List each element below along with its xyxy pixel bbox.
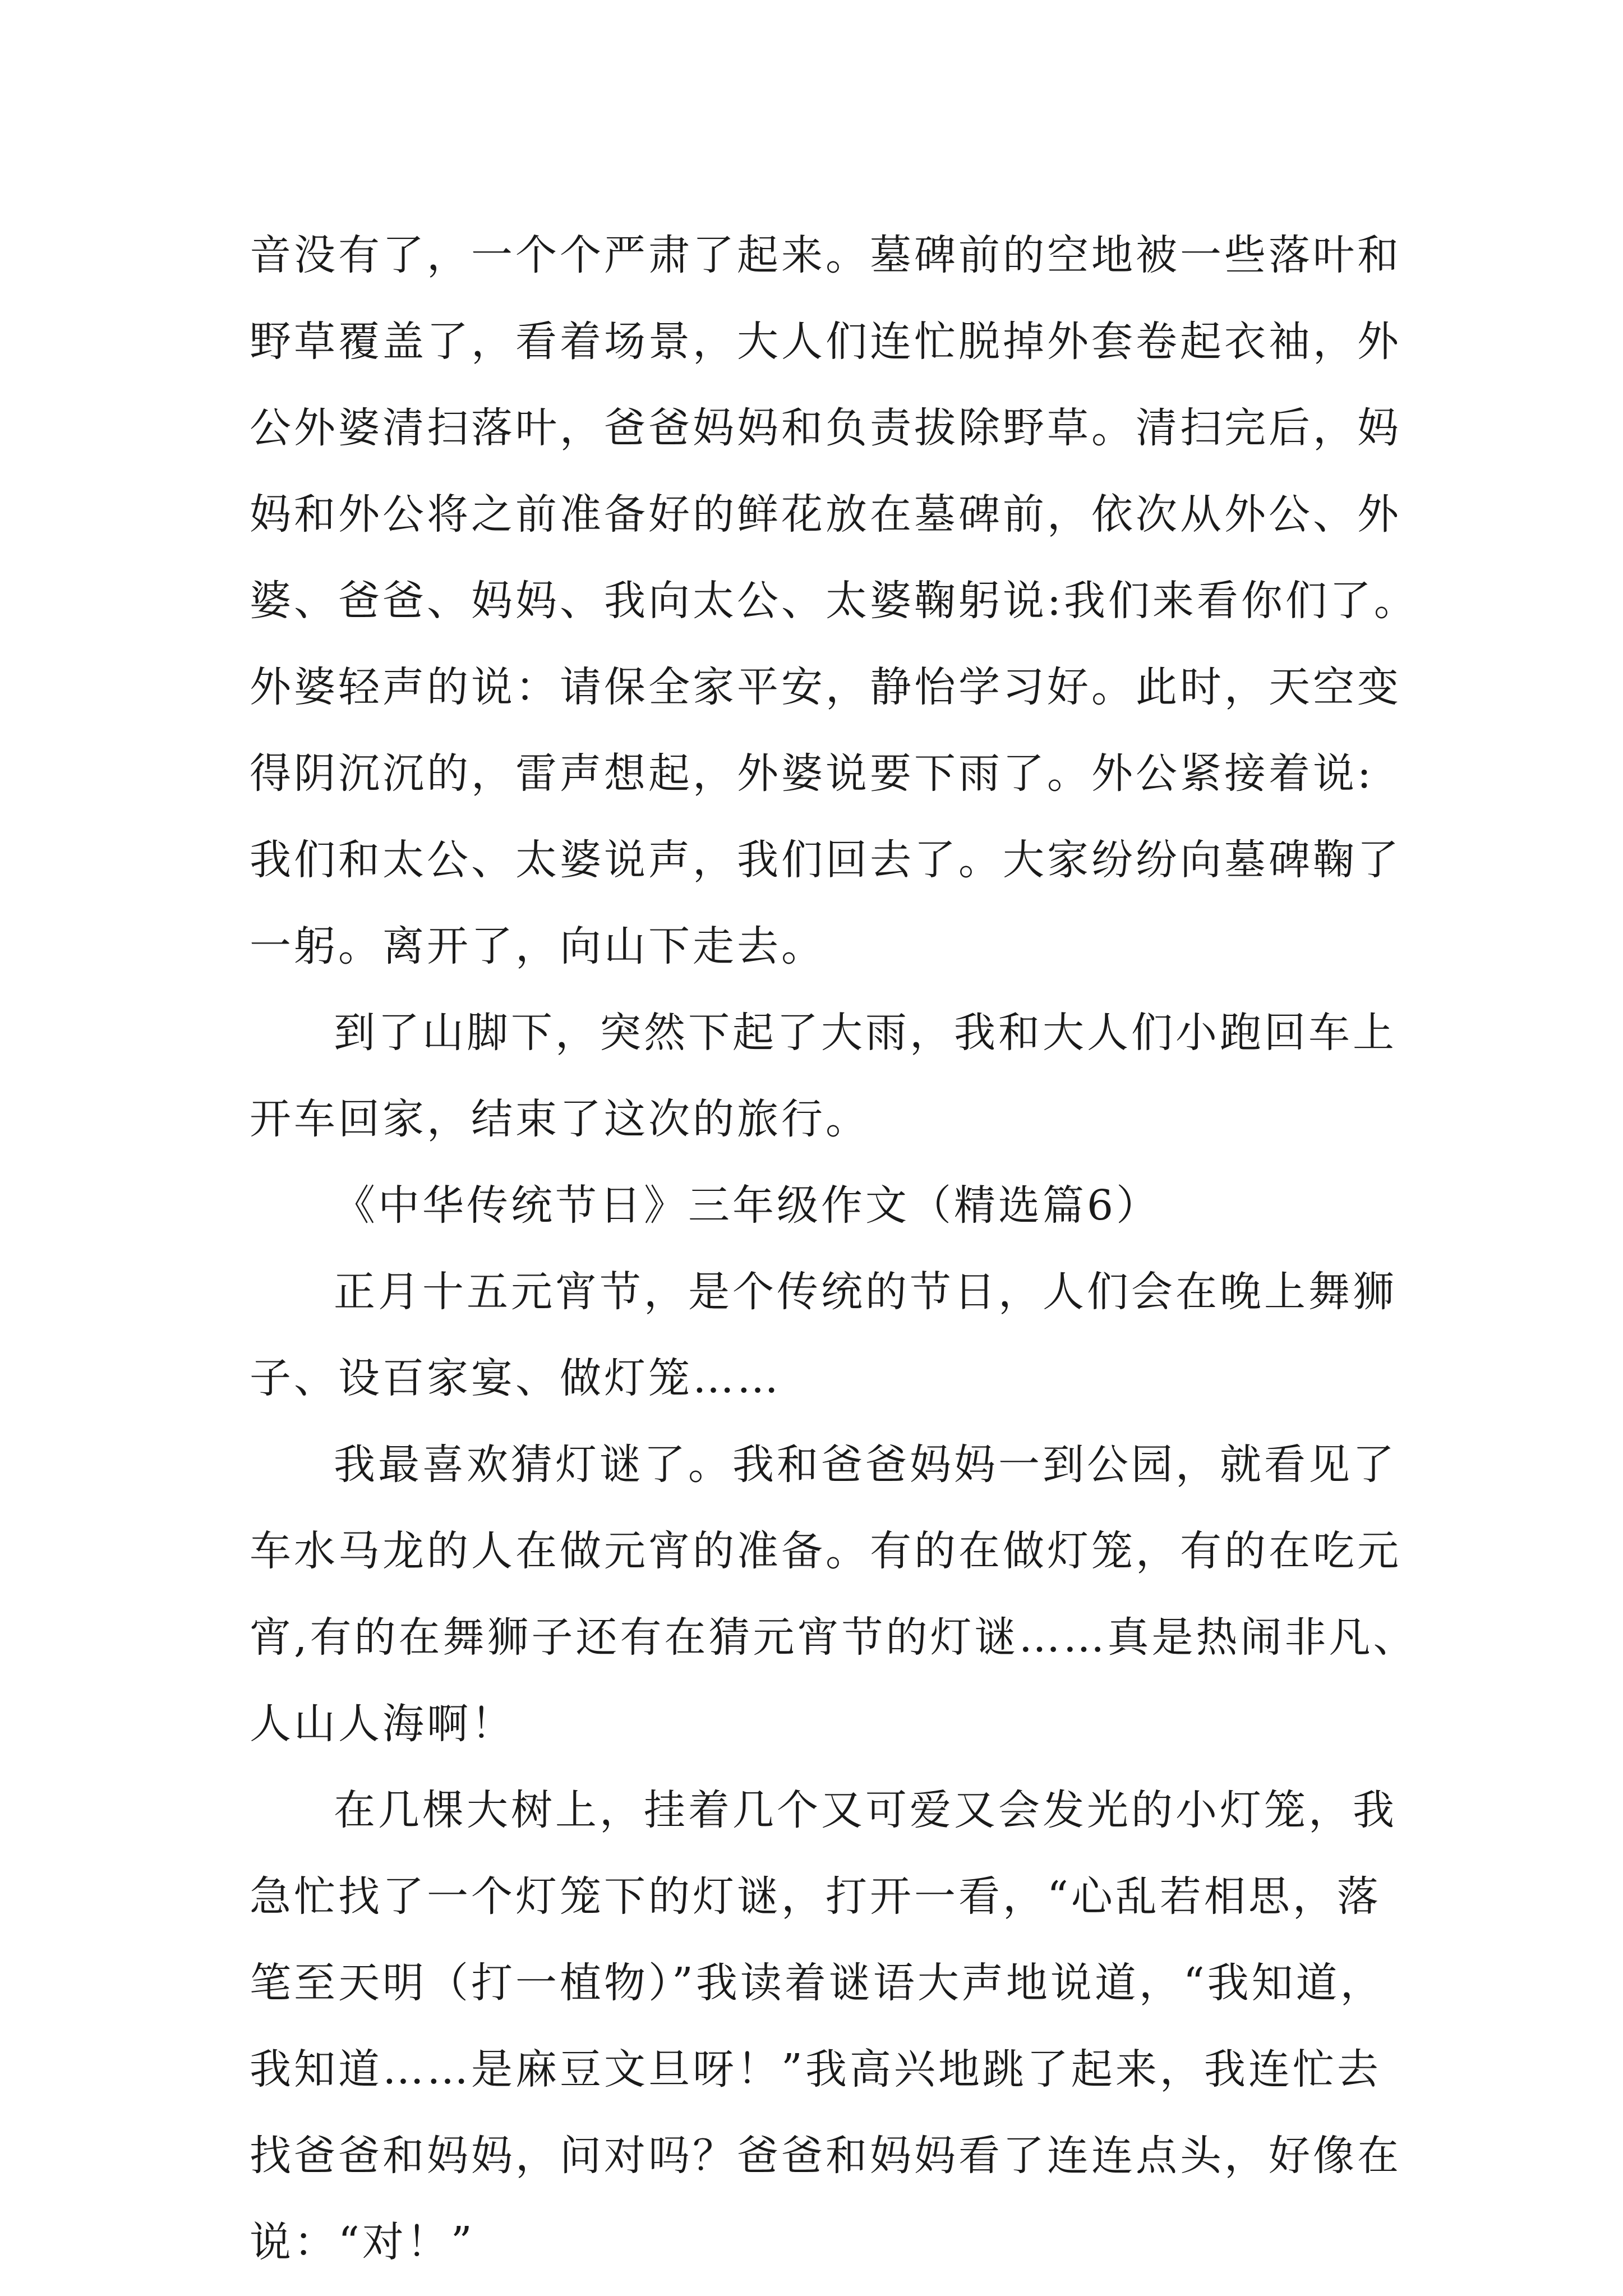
text-line: 急忙找了一个灯笼下的灯谜，打开一看，“心乱若相思，落 xyxy=(250,1872,1381,1921)
text-line: 婆、爸爸、妈妈、我向太公、太婆鞠躬说:我们来看你们了。 xyxy=(250,577,1418,625)
section-heading: 《中华传统节日》三年级作文（精选篇6） xyxy=(334,1181,1161,1230)
text-line: 妈和外公将之前准备好的鲜花放在墓碑前，依次从外公、外 xyxy=(250,490,1401,539)
text-line: 野草覆盖了，看着场景，大人们连忙脱掉外套卷起衣袖，外 xyxy=(250,318,1401,366)
text-line: 人山人海啊！ xyxy=(250,1700,515,1748)
text-line: 公外婆清扫落叶，爸爸妈妈和负责拔除野草。清扫完后，妈 xyxy=(250,404,1401,452)
text-line: 一躬。离开了，向山下走去。 xyxy=(250,922,826,970)
text-line: 音没有了，一个个严肃了起来。墓碑前的空地被一些落叶和 xyxy=(250,231,1401,279)
text-line: 找爸爸和妈妈，问对吗？爸爸和妈妈看了连连点头，好像在 xyxy=(250,2132,1401,2180)
text-line: 外婆轻声的说：请保全家平安，静怡学习好。此时，天空变 xyxy=(250,663,1401,711)
text-line: 笔至天明（打一植物）”我读着谜语大声地说道，“我知道， xyxy=(250,1959,1385,2007)
text-line: 我们和太公、太婆说声，我们回去了。大家纷纷向墓碑鞠了 xyxy=(250,836,1401,884)
text-line: 宵,有的在舞狮子还有在猜元宵节的灯谜……真是热闹非凡、 xyxy=(250,1613,1418,1662)
text-line: 得阴沉沉的，雷声想起，外婆说要下雨了。外公紧接着说: xyxy=(250,749,1374,798)
text-line: 子、设百家宴、做灯笼…… xyxy=(250,1354,781,1402)
paragraph-first-line: 在几棵大树上，挂着几个又可爱又会发光的小灯笼，我 xyxy=(334,1786,1397,1834)
text-line: 开车回家，结束了这次的旅行。 xyxy=(250,1095,870,1143)
paragraph-first-line: 正月十五元宵节，是个传统的节日，人们会在晚上舞狮 xyxy=(334,1268,1397,1316)
paragraph-first-line: 到了山脚下，突然下起了大雨，我和大人们小跑回车上 xyxy=(334,1009,1397,1057)
text-line: 车水马龙的人在做元宵的准备。有的在做灯笼，有的在吃元 xyxy=(250,1527,1401,1575)
text-line: 说：“对！” xyxy=(250,2218,475,2266)
article-body xyxy=(250,212,1418,2285)
text-line: 我知道……是麻豆文旦呀！”我高兴地跳了起来，我连忙去 xyxy=(250,2045,1381,2093)
paragraph-first-line: 我最喜欢猜灯谜了。我和爸爸妈妈一到公园，就看见了 xyxy=(334,1441,1397,1489)
